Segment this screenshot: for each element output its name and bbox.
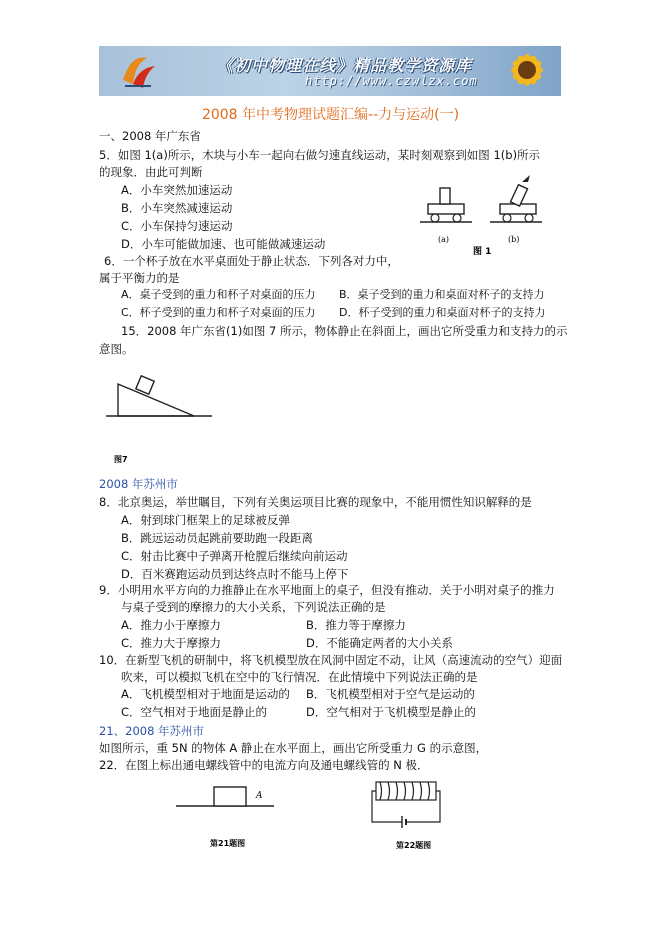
q9-option-c: C．推力大于摩擦力 [121, 636, 222, 650]
sunflower-icon [487, 46, 557, 96]
q8-option-d: D．百米赛跑运动员到达终点时不能马上停下 [121, 567, 349, 581]
q5-stem-line1: 5．如图 1(a)所示，木块与小车一起向右做匀速直线运动，某时刻观察到如图 1(b)所示 [99, 148, 541, 162]
figure-21-caption: 第21题图 [210, 839, 246, 848]
q9-option-d: D．不能确定两者的大小关系 [306, 636, 453, 650]
figure-1b-label: (b) [508, 235, 520, 244]
q6-stem-line1: 6．一个杯子放在水平桌面处于静止状态．下列各对力中， [104, 254, 399, 268]
q8-stem: 8．北京奥运，举世瞩目，下列有关奥运项目比赛的现象中，不能用惯性知识解释的是 [99, 495, 532, 509]
q10-option-d: D．空气相对于飞机模型是静止的 [306, 705, 476, 719]
figure-7-incline-diagram [104, 368, 219, 468]
q9-option-a: A．推力小于摩擦力 [121, 618, 221, 632]
figure-22-solenoid-diagram [368, 776, 448, 854]
q8-option-c: C．射击比赛中子弹离开枪膛后继续向前运动 [121, 549, 348, 563]
banner-title: 《初中物理在线》精品教学资源库 [217, 56, 473, 75]
section-header-guangdong: 一、2008 年广东省 [99, 129, 201, 143]
q10-option-b: B．飞机模型相对于空气是运动的 [306, 687, 475, 701]
figure-21-block-diagram [170, 780, 280, 850]
q10-stem-line2: 吹来，可以模拟飞机在空中的飞行情况．在此情境中下列说法正确的是 [121, 670, 478, 684]
q6-option-d: D．杯子受到的重力和桌面对杯子的支持力 [339, 306, 546, 319]
q22-stem: 22．在图上标出通电螺线管中的电流方向及通电螺线管的 N 极． [99, 758, 429, 772]
header-banner [99, 46, 561, 96]
document-title: 2008 年中考物理试题汇编--力与运动(一) [201, 107, 460, 123]
q15-stem-line2: 意图。 [99, 342, 134, 356]
figure-22-caption: 第22题图 [396, 841, 432, 850]
q6-option-a: A．桌子受到的重力和杯子对桌面的压力 [121, 288, 316, 301]
q21-stem: 如图所示，重 5N 的物体 A 静止在水平面上，画出它所受重力 G 的示意图， [99, 741, 488, 755]
figure-1a-label: (a) [438, 235, 450, 244]
site-logo-icon [117, 50, 159, 92]
q10-option-c: C．空气相对于地面是静止的 [121, 705, 268, 719]
q6-stem-line2: 属于平衡力的是 [99, 271, 180, 285]
figure-21-block-label: A [256, 791, 263, 801]
q8-option-a: A．射到球门框架上的足球被反弹 [121, 513, 290, 527]
banner-url[interactable]: http://www.czwlzx.com [305, 74, 478, 88]
q10-stem-line1: 10．在新型飞机的研制中，将飞机模型放在风洞中固定不动，让风（高速流动的空气）迎面 [99, 653, 563, 667]
q8-option-b: B．跳远运动员起跳前要助跑一段距离 [121, 531, 313, 545]
q6-option-c: C．杯子受到的重力和杯子对桌面的压力 [121, 306, 316, 319]
q5-option-d: D．小车可能做加速、也可能做减速运动 [121, 237, 326, 251]
q5-stem-line2: 的现象．由此可判断 [99, 165, 203, 179]
q5-option-b: B．小车突然减速运动 [121, 201, 233, 215]
q5-option-a: A．小车突然加速运动 [121, 183, 233, 197]
q9-stem-line2: 与桌子受到的摩擦力的大小关系，下列说法正确的是 [121, 600, 386, 614]
q5-option-c: C．小车保持匀速运动 [121, 219, 233, 233]
figure-1-caption: 图 1 [473, 247, 492, 257]
q10-option-a: A．飞机模型相对于地面是运动的 [121, 687, 290, 701]
section-header-suzhou-q21: 21、2008 年苏州市 [99, 724, 205, 738]
figure-7-caption: 图7 [114, 455, 128, 464]
q6-option-b: B．桌子受到的重力和桌面对杯子的支持力 [339, 288, 545, 301]
q9-option-b: B．推力等于摩擦力 [306, 618, 406, 632]
figure-1-cart-diagram [418, 172, 548, 258]
q15-stem-line1: 15．2008 年广东省(1)如图 7 所示，物体静止在斜面上，画出它所受重力和支持力的示 [121, 324, 568, 338]
q9-stem-line1: 9．小明用水平方向的力推静止在水平地面上的桌子，但没有推动．关于小明对桌子的推力 [99, 583, 555, 597]
section-header-suzhou: 2008 年苏州市 [99, 477, 178, 491]
